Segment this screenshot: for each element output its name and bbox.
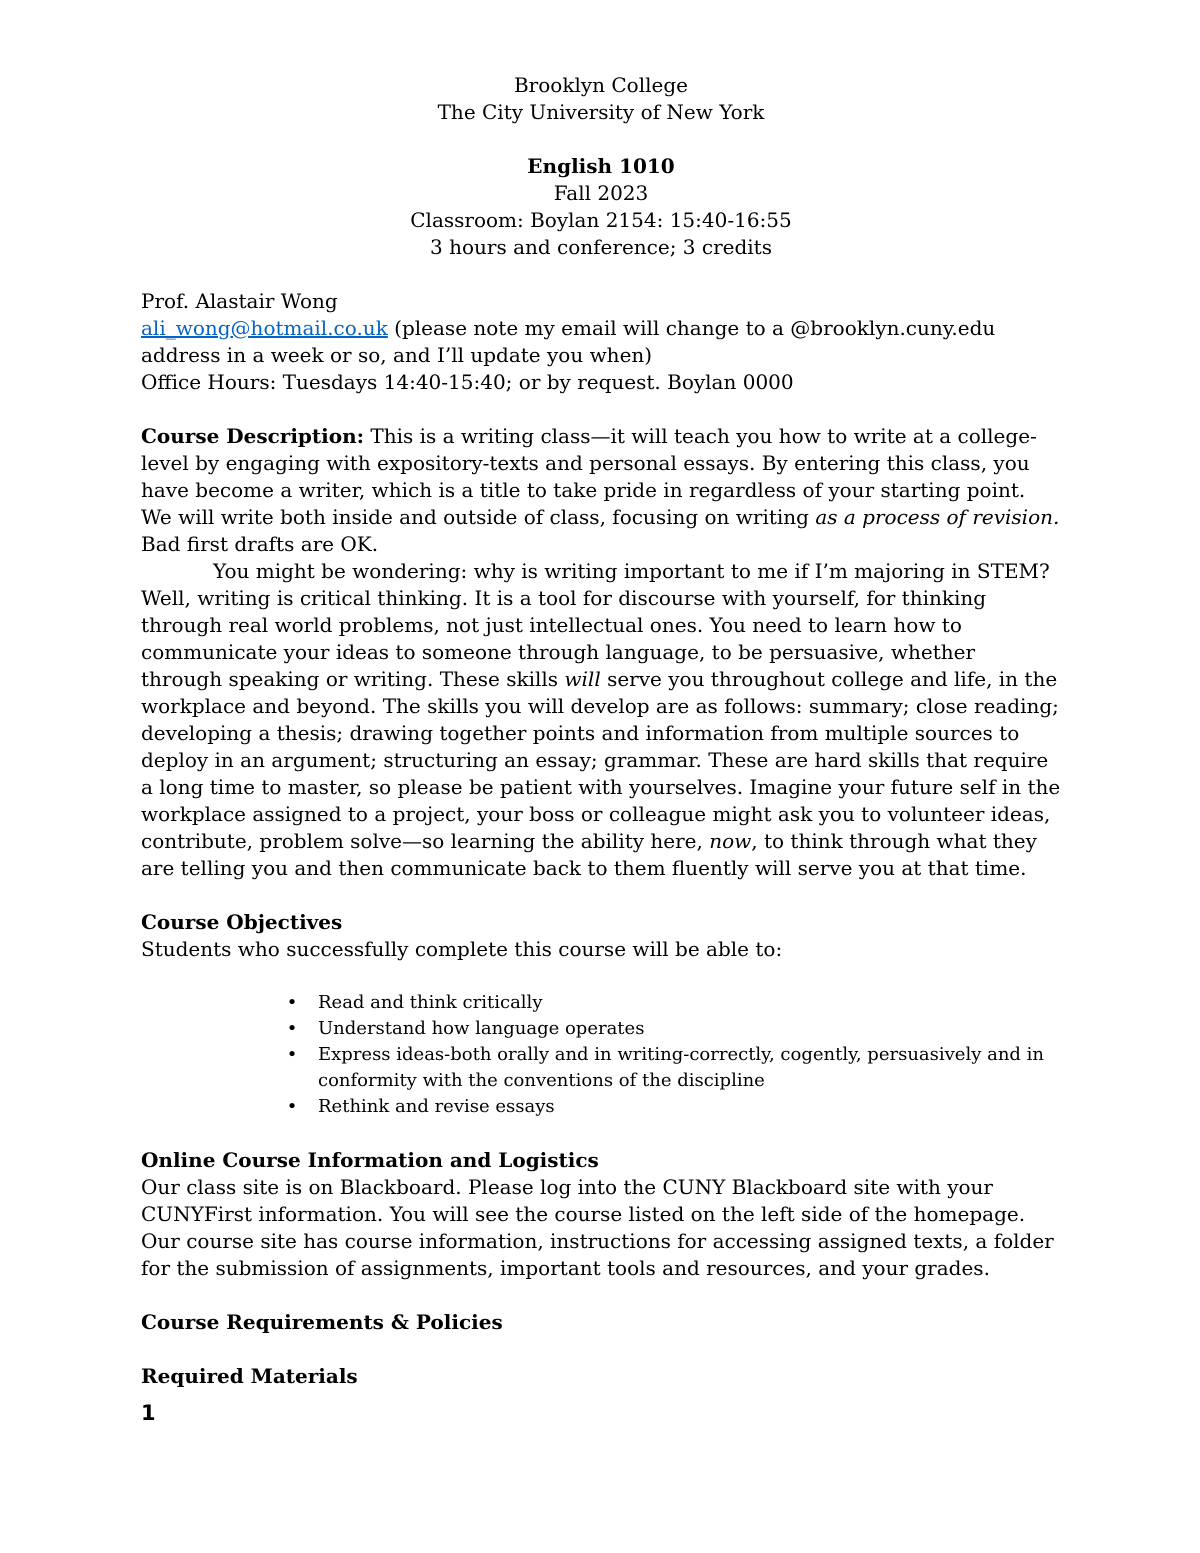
course-description (141, 423, 1061, 882)
bullet-icon: • (286, 1044, 298, 1065)
credit-hours: 3 hours and conference; 3 credits (430, 235, 772, 259)
objectives-intro: Students who successfully complete this course will be able to: (141, 937, 783, 961)
objective-text: Express ideas-both orally and in writing-correctly, cogently, persuasively and in conformity with the conventions of the discipline (318, 1044, 1045, 1091)
instructor-info (141, 288, 1061, 396)
materials-heading: Required Materials (141, 1364, 358, 1388)
list-item (286, 990, 1061, 1016)
course-term: Fall 2023 (553, 181, 649, 205)
description-emphasis: as a process of revision. (815, 505, 1060, 529)
list-item (286, 1016, 1061, 1042)
classroom-info: Classroom: Boylan 2154: 15:40-16:55 (410, 208, 792, 232)
list-item (286, 1094, 1061, 1120)
document-page (141, 72, 1061, 1390)
bullet-icon: • (286, 992, 298, 1013)
bullet-icon: • (286, 1018, 298, 1039)
requirements-heading: Course Requirements & Policies (141, 1310, 503, 1334)
objective-text: Rethink and revise essays (318, 1096, 555, 1117)
office-hours: Office Hours: Tuesdays 14:40-15:40; or by request. Boylan 0000 (141, 370, 794, 394)
description-text: This is a writing class—it will teach you how to write at a college-level by engaging with expository-texts and personal essays. By entering this class, you have become a writer, which is a title to take pride in regardless of your starting point. We will write both inside and outside of class, focusing on writing (141, 424, 1037, 529)
description-paragraph-1 (141, 423, 1061, 558)
instructor-email-link[interactable]: ali_wong@hotmail.co.uk (141, 316, 388, 340)
instructor-name: Prof. Alastair Wong (141, 289, 338, 313)
email-note: (please note my email will change to a @brooklyn.cuny.edu address in a week or so, and I’ll update you when) (141, 316, 996, 367)
paragraph-2-text-c: , to think through what they are telling you and then communicate back to them fluently will serve you at that time. (141, 829, 1037, 880)
objectives-list (141, 990, 1061, 1120)
online-heading: Online Course Information and Logistics (141, 1148, 599, 1172)
instructor-contact (141, 315, 1061, 369)
objective-text: Understand how language operates (318, 1018, 645, 1039)
online-body: Our class site is on Blackboard. Please log into the CUNY Blackboard site with your CUNYFirst information. You will see the course listed on the left side of the homepage. Our course site has course information, instructions for accessing assigned texts, a folder for the submission of assignments, important tools and resources, and your grades. (141, 1175, 1054, 1280)
online-logistics (141, 1147, 1061, 1282)
document-header (141, 72, 1061, 261)
description-text-end: Bad first drafts are OK. (141, 532, 379, 556)
objectives-heading: Course Objectives (141, 910, 343, 934)
list-item (286, 1042, 1061, 1094)
page-number: 1 (141, 1401, 156, 1425)
paragraph-2-emphasis-will: will (564, 667, 601, 691)
paragraph-2-emphasis-now: now (709, 829, 752, 853)
college-name: Brooklyn College (513, 73, 688, 97)
course-title: English 1010 (527, 154, 675, 178)
paragraph-2-text-a: You might be wondering: why is writing important to me if I’m majoring in STEM? Well, writing is critical thinking. It is a tool for discourse with yourself, for thinking through real world problems, not just intellectual ones. You need to learn how to communicate your ideas to someone through language, to be persuasive, whether through speaking or writing. These skills (141, 559, 1050, 691)
objective-text: Read and think critically (318, 992, 543, 1013)
bullet-icon: • (286, 1096, 298, 1117)
description-heading: Course Description: (141, 424, 365, 448)
university-name: The City University of New York (437, 100, 765, 124)
paragraph-2-text-b: serve you throughout college and life, in the workplace and beyond. The skills you will develop are as follows: summary; close reading; developing a thesis; drawing together points and information from multiple sources to deploy in an argument; structuring an essay; grammar. These are hard skills that require a long time to master, so please be patient with yourselves. Imagine your future self in the workplace assigned to a project, your boss or colleague might ask you to volunteer ideas, contribute, problem solve—so learning the ability here, (141, 667, 1061, 853)
course-objectives (141, 909, 1061, 1120)
description-paragraph-2 (141, 558, 1061, 882)
